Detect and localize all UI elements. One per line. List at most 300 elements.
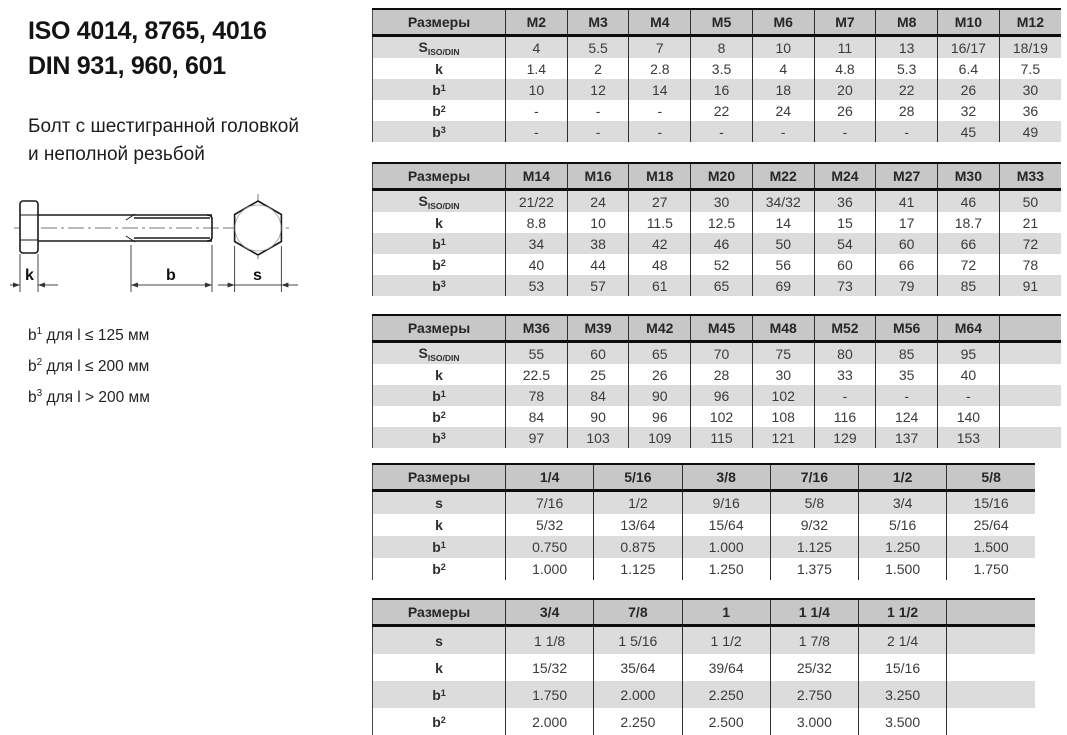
value-cell: 13/64 [594, 514, 682, 536]
value-cell: 39/64 [682, 654, 770, 681]
b-arrow-left [131, 283, 138, 288]
value-cell: 41 [876, 190, 938, 213]
value-cell: - [691, 121, 753, 142]
value-cell-empty [999, 406, 1061, 427]
value-cell: 55 [506, 342, 568, 365]
value-cell: 115 [691, 427, 753, 448]
value-cell: 54 [814, 233, 876, 254]
header-cell: 1/2 [859, 464, 947, 491]
value-cell: 30 [752, 364, 814, 385]
value-cell: 10 [506, 79, 568, 100]
value-cell: 3.250 [859, 681, 947, 708]
value-cell: 2.8 [629, 58, 691, 79]
row-label: $b^3$ [373, 427, 506, 448]
value-cell: 108 [752, 406, 814, 427]
header-cell: 5/16 [594, 464, 682, 491]
header-cell: Размеры [373, 464, 506, 491]
value-cell: 1.125 [770, 536, 858, 558]
value-cell: 17 [876, 212, 938, 233]
value-cell: 11.5 [629, 212, 691, 233]
value-cell: 72 [999, 233, 1061, 254]
header-cell: M27 [876, 163, 938, 190]
header-cell: M42 [629, 315, 691, 342]
value-cell: - [567, 100, 629, 121]
table-row [373, 364, 1062, 385]
table-row [373, 79, 1062, 100]
value-cell: 95 [938, 342, 1000, 365]
value-cell-empty [947, 654, 1035, 681]
row-label: $b^1$ [373, 79, 506, 100]
value-cell: 18.7 [938, 212, 1000, 233]
value-cell: 21 [999, 212, 1061, 233]
value-cell: 32 [938, 100, 1000, 121]
header-cell: M48 [752, 315, 814, 342]
value-cell: 15/32 [506, 654, 594, 681]
value-cell-empty [999, 364, 1061, 385]
description-line-2: и неполной резьбой [28, 143, 205, 165]
header-cell: 5/8 [947, 464, 1035, 491]
header-cell: M36 [506, 315, 568, 342]
value-cell: 7.5 [999, 58, 1061, 79]
value-cell: 9/16 [682, 491, 770, 515]
row-label: $b^1$ [373, 233, 506, 254]
din-standards-line: DIN 931, 960, 601 [28, 51, 226, 80]
value-cell: 20 [814, 79, 876, 100]
dimension-label-k: k [25, 267, 34, 284]
header-cell: M52 [814, 315, 876, 342]
value-cell: 60 [876, 233, 938, 254]
header-cell: Размеры [373, 315, 506, 342]
value-cell: 69 [752, 275, 814, 296]
value-cell: 0.875 [594, 536, 682, 558]
description-line-1: Болт с шестигранной головкой [28, 116, 299, 137]
value-cell: 34/32 [752, 190, 814, 213]
dim-table-m36-m64 [372, 314, 1061, 448]
table-row [373, 427, 1062, 448]
value-cell: 1.500 [859, 558, 947, 580]
header-cell-empty [947, 599, 1035, 626]
row-label: k [373, 212, 506, 233]
value-cell: 97 [506, 427, 568, 448]
value-cell: 79 [876, 275, 938, 296]
value-cell: - [506, 121, 568, 142]
note-line: $b^3$ для l > 200 мм [28, 388, 150, 407]
value-cell: 14 [629, 79, 691, 100]
table-row [373, 121, 1062, 142]
value-cell: 18/19 [999, 36, 1061, 59]
value-cell: 15/64 [682, 514, 770, 536]
value-cell: 61 [629, 275, 691, 296]
hex-outline [235, 201, 282, 255]
header-cell: 7/8 [594, 599, 682, 626]
value-cell: - [629, 100, 691, 121]
row-label: $b^2$ [373, 254, 506, 275]
row-label: $S_{ISO/DIN}$ [373, 36, 506, 59]
value-cell: 22 [876, 79, 938, 100]
value-cell: 84 [506, 406, 568, 427]
value-cell: 8 [691, 36, 753, 59]
value-cell: 13 [876, 36, 938, 59]
table-header-row [373, 315, 1062, 342]
row-label: k [373, 58, 506, 79]
value-cell: 24 [752, 100, 814, 121]
value-cell: 15/16 [947, 491, 1035, 515]
value-cell: 10 [567, 212, 629, 233]
header-cell: M18 [629, 163, 691, 190]
value-cell: 10 [752, 36, 814, 59]
value-cell: 28 [691, 364, 753, 385]
value-cell: 40 [938, 364, 1000, 385]
table-row [373, 406, 1062, 427]
header-cell: M2 [506, 9, 568, 36]
k-arrow-right [38, 283, 45, 288]
row-label: k [373, 654, 506, 681]
table-row [373, 100, 1062, 121]
value-cell: 121 [752, 427, 814, 448]
value-cell: 4 [506, 36, 568, 59]
table-row [373, 708, 1036, 735]
header-cell: M10 [938, 9, 1000, 36]
value-cell: 8.8 [506, 212, 568, 233]
value-cell: 35/64 [594, 654, 682, 681]
table-row [373, 514, 1036, 536]
header-cell: 3/4 [506, 599, 594, 626]
value-cell: 40 [506, 254, 568, 275]
page-title [28, 14, 368, 83]
value-cell: 53 [506, 275, 568, 296]
value-cell: 2.250 [594, 708, 682, 735]
value-cell: 0.750 [506, 536, 594, 558]
value-cell: 90 [629, 385, 691, 406]
value-cell: 57 [567, 275, 629, 296]
value-cell: 22.5 [506, 364, 568, 385]
value-cell: 56 [752, 254, 814, 275]
value-cell: 4.8 [814, 58, 876, 79]
value-cell: 2.500 [682, 708, 770, 735]
header-cell: M14 [506, 163, 568, 190]
row-label: $S_{ISO/DIN}$ [373, 190, 506, 213]
value-cell: 5/16 [859, 514, 947, 536]
row-label: $b^1$ [373, 385, 506, 406]
value-cell: 50 [752, 233, 814, 254]
value-cell: - [938, 385, 1000, 406]
value-cell: 129 [814, 427, 876, 448]
header-cell: Размеры [373, 163, 506, 190]
table-row [373, 254, 1062, 275]
value-cell: 18 [752, 79, 814, 100]
header-cell: M45 [691, 315, 753, 342]
value-cell: - [567, 121, 629, 142]
bolt-description [28, 113, 368, 168]
value-cell: 80 [814, 342, 876, 365]
dimension-label-b: b [166, 267, 176, 284]
header-cell: M33 [999, 163, 1061, 190]
row-label: s [373, 626, 506, 655]
dimension-tables [372, 8, 1061, 735]
header-cell: M24 [814, 163, 876, 190]
value-cell: 65 [629, 342, 691, 365]
value-cell-empty [999, 342, 1061, 365]
header-cell: M20 [691, 163, 753, 190]
value-cell: 38 [567, 233, 629, 254]
value-cell: 96 [691, 385, 753, 406]
value-cell: 30 [691, 190, 753, 213]
value-cell: 140 [938, 406, 1000, 427]
value-cell: 75 [752, 342, 814, 365]
header-cell: M3 [567, 9, 629, 36]
value-cell: 4 [752, 58, 814, 79]
note-line: $b^1$ для l ≤ 125 мм [28, 326, 150, 345]
value-cell: 50 [999, 190, 1061, 213]
value-cell: 66 [938, 233, 1000, 254]
row-label: $b^3$ [373, 275, 506, 296]
table-row [373, 681, 1036, 708]
value-cell: 1.250 [682, 558, 770, 580]
value-cell: 22 [691, 100, 753, 121]
value-cell: 9/32 [770, 514, 858, 536]
table-row [373, 233, 1062, 254]
value-cell: 1.750 [947, 558, 1035, 580]
header-cell: M7 [814, 9, 876, 36]
header-cell: M4 [629, 9, 691, 36]
value-cell: 3.000 [770, 708, 858, 735]
left-panel [28, 14, 368, 168]
header-cell: M8 [876, 9, 938, 36]
value-cell: 6.4 [938, 58, 1000, 79]
b-arrow-right [205, 283, 212, 288]
value-cell: 5/8 [770, 491, 858, 515]
value-cell: 3.500 [859, 708, 947, 735]
value-cell: 52 [691, 254, 753, 275]
value-cell: 73 [814, 275, 876, 296]
table-row [373, 190, 1062, 213]
iso-standards-line: ISO 4014, 8765, 4016 [28, 17, 267, 45]
value-cell: 26 [814, 100, 876, 121]
value-cell: 102 [691, 406, 753, 427]
value-cell: - [752, 121, 814, 142]
s-arrow-right [281, 283, 288, 288]
value-cell: 1.375 [770, 558, 858, 580]
value-cell: 1.000 [682, 536, 770, 558]
value-cell: 2.750 [770, 681, 858, 708]
value-cell-empty [999, 385, 1061, 406]
value-cell: 1 7/8 [770, 626, 858, 655]
value-cell: 12.5 [691, 212, 753, 233]
value-cell: 66 [876, 254, 938, 275]
value-cell: 102 [752, 385, 814, 406]
value-cell: 109 [629, 427, 691, 448]
value-cell: 45 [938, 121, 1000, 142]
value-cell: 3/4 [859, 491, 947, 515]
row-label: $S_{ISO/DIN}$ [373, 342, 506, 365]
header-cell: M56 [876, 315, 938, 342]
value-cell: 3.5 [691, 58, 753, 79]
value-cell: 33 [814, 364, 876, 385]
table-row [373, 626, 1036, 655]
value-cell: 2.000 [594, 681, 682, 708]
row-label: $b^1$ [373, 536, 506, 558]
table-row [373, 212, 1062, 233]
value-cell: 78 [999, 254, 1061, 275]
table-header-row [373, 9, 1062, 36]
value-cell: 85 [876, 342, 938, 365]
value-cell: 90 [567, 406, 629, 427]
value-cell: 30 [999, 79, 1061, 100]
table-row [373, 491, 1036, 515]
value-cell: 44 [567, 254, 629, 275]
dim-table-m2-m12 [372, 8, 1061, 142]
dimension-label-s: s [253, 267, 262, 284]
value-cell: 60 [567, 342, 629, 365]
value-cell-empty [947, 681, 1035, 708]
value-cell: 60 [814, 254, 876, 275]
header-cell: M64 [938, 315, 1000, 342]
value-cell: 25 [567, 364, 629, 385]
value-cell: 26 [629, 364, 691, 385]
header-cell: M39 [567, 315, 629, 342]
value-cell: 14 [752, 212, 814, 233]
header-cell: 7/16 [770, 464, 858, 491]
header-cell: M22 [752, 163, 814, 190]
value-cell: 46 [691, 233, 753, 254]
value-cell: 15 [814, 212, 876, 233]
value-cell: 26 [938, 79, 1000, 100]
note-line: $b^2$ для l ≤ 200 мм [28, 357, 150, 376]
value-cell: 5.5 [567, 36, 629, 59]
value-cell: 103 [567, 427, 629, 448]
value-cell: 16 [691, 79, 753, 100]
header-cell: 3/8 [682, 464, 770, 491]
value-cell: 65 [691, 275, 753, 296]
value-cell: 2 [567, 58, 629, 79]
header-cell: M6 [752, 9, 814, 36]
value-cell: 124 [876, 406, 938, 427]
header-cell: M5 [691, 9, 753, 36]
value-cell: 1 5/16 [594, 626, 682, 655]
row-label: k [373, 364, 506, 385]
row-label: $b^2$ [373, 406, 506, 427]
value-cell: 116 [814, 406, 876, 427]
value-cell: 78 [506, 385, 568, 406]
row-label: $b^2$ [373, 100, 506, 121]
table-row [373, 58, 1062, 79]
k-arrow-left [13, 283, 20, 288]
header-cell: Размеры [373, 9, 506, 36]
table-row [373, 342, 1062, 365]
value-cell: 21/22 [506, 190, 568, 213]
value-cell-empty [947, 708, 1035, 735]
value-cell: 84 [567, 385, 629, 406]
value-cell: 25/32 [770, 654, 858, 681]
table-header-row [373, 599, 1036, 626]
value-cell: 2.000 [506, 708, 594, 735]
row-label: $b^1$ [373, 681, 506, 708]
bolt-drawing [10, 190, 320, 315]
header-cell: M16 [567, 163, 629, 190]
value-cell: 15/16 [859, 654, 947, 681]
value-cell: - [629, 121, 691, 142]
value-cell: 2 1/4 [859, 626, 947, 655]
value-cell: 1.125 [594, 558, 682, 580]
table-row [373, 654, 1036, 681]
value-cell: 42 [629, 233, 691, 254]
header-cell: 1 1/4 [770, 599, 858, 626]
value-cell: 49 [999, 121, 1061, 142]
value-cell: 1.4 [506, 58, 568, 79]
value-cell: 12 [567, 79, 629, 100]
value-cell: 48 [629, 254, 691, 275]
value-cell: 1.500 [947, 536, 1035, 558]
value-cell: 7/16 [506, 491, 594, 515]
value-cell-empty [999, 427, 1061, 448]
value-cell: 137 [876, 427, 938, 448]
value-cell: 91 [999, 275, 1061, 296]
value-cell: 5/32 [506, 514, 594, 536]
value-cell: 7 [629, 36, 691, 59]
value-cell: 5.3 [876, 58, 938, 79]
row-label: $b^2$ [373, 558, 506, 580]
value-cell: 11 [814, 36, 876, 59]
value-cell: 34 [506, 233, 568, 254]
value-cell: 1/2 [594, 491, 682, 515]
value-cell: 28 [876, 100, 938, 121]
header-cell: Размеры [373, 599, 506, 626]
table-row [373, 536, 1036, 558]
dim-table-inch-threequarter-to-oneandhalf [372, 598, 1035, 735]
row-label: $b^3$ [373, 121, 506, 142]
value-cell: 16/17 [938, 36, 1000, 59]
value-cell: 72 [938, 254, 1000, 275]
length-notes [28, 318, 150, 411]
header-cell: 1 1/2 [859, 599, 947, 626]
header-cell: M30 [938, 163, 1000, 190]
value-cell: 1 1/2 [682, 626, 770, 655]
row-label: k [373, 514, 506, 536]
value-cell: 24 [567, 190, 629, 213]
header-cell: 1 [682, 599, 770, 626]
table-row [373, 36, 1062, 59]
header-cell: M12 [999, 9, 1061, 36]
value-cell: 1.000 [506, 558, 594, 580]
header-cell: 1/4 [506, 464, 594, 491]
value-cell: 36 [814, 190, 876, 213]
value-cell: 85 [938, 275, 1000, 296]
value-cell: - [876, 385, 938, 406]
value-cell: - [814, 121, 876, 142]
table-row [373, 558, 1036, 580]
value-cell: 36 [999, 100, 1061, 121]
s-arrow-left [228, 283, 235, 288]
row-label: s [373, 491, 506, 515]
table-header-row [373, 464, 1036, 491]
value-cell: 35 [876, 364, 938, 385]
value-cell: - [814, 385, 876, 406]
table-row [373, 275, 1062, 296]
value-cell-empty [947, 626, 1035, 655]
value-cell: 1.750 [506, 681, 594, 708]
value-cell: - [506, 100, 568, 121]
value-cell: 1 1/8 [506, 626, 594, 655]
row-label: $b^2$ [373, 708, 506, 735]
table-row [373, 385, 1062, 406]
value-cell: 70 [691, 342, 753, 365]
value-cell: 96 [629, 406, 691, 427]
value-cell: 153 [938, 427, 1000, 448]
value-cell: 2.250 [682, 681, 770, 708]
value-cell: 27 [629, 190, 691, 213]
value-cell: - [876, 121, 938, 142]
dim-table-inch-quarter-to-fiveeighths [372, 463, 1035, 580]
